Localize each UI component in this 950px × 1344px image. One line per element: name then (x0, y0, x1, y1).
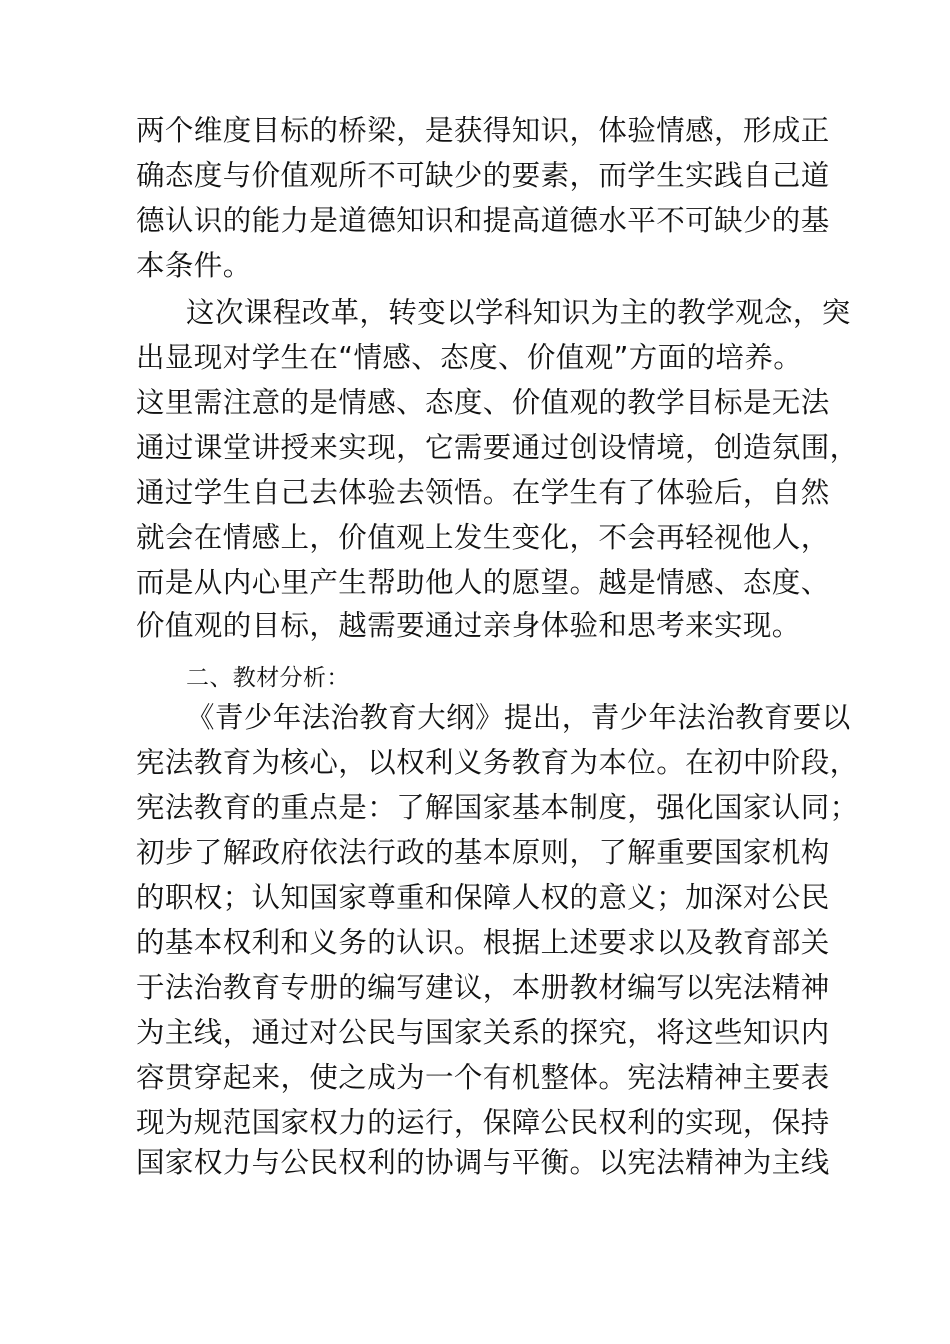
text-line: 价值观的目标，越需要通过亲身体验和思考来实现。 (136, 609, 801, 642)
text-line: 本条件。 (136, 249, 252, 282)
text-line: 容贯穿起来，使之成为一个有机整体。宪法精神主要表 (136, 1061, 830, 1094)
text-line: 德认识的能力是道德知识和提高道德水平不可缺少的基 (136, 204, 830, 237)
text-line: 的基本权利和义务的认识。根据上述要求以及教育部关 (136, 926, 830, 959)
paragraph-first-line: 这次课程改革，转变以学科知识为主的教学观念，突 (186, 296, 851, 329)
text-line: 而是从内心里产生帮助他人的愿望。越是情感、态度、 (136, 566, 830, 599)
text-line: 的职权；认知国家尊重和保障人权的意义；加深对公民 (136, 881, 830, 914)
text-line: 两个维度目标的桥梁，是获得知识，体验情感，形成正 (136, 114, 830, 147)
text-line: 就会在情感上，价值观上发生变化，不会再轻视他人， (136, 521, 830, 554)
text-line: 出显现对学生在“情感、态度、价值观”方面的培养。 (136, 341, 803, 374)
text-line: 通过课堂讲授来实现，它需要通过创设情境，创造氛围， (136, 431, 859, 464)
text-line: 这里需注意的是情感、态度、价值观的教学目标是无法 (136, 386, 830, 419)
section-heading: 二、教材分析： (186, 665, 350, 691)
text-line: 为主线，通过对公民与国家关系的探究，将这些知识内 (136, 1016, 830, 1049)
text-line: 初步了解政府依法行政的基本原则，了解重要国家机构 (136, 836, 830, 869)
text-line: 于法治教育专册的编写建议，本册教材编写以宪法精神 (136, 971, 830, 1004)
text-line: 宪法教育的重点是：了解国家基本制度，强化国家认同； (136, 791, 859, 824)
text-line: 确态度与价值观所不可缺少的要素，而学生实践自己道 (136, 159, 830, 192)
text-line: 现为规范国家权力的运行，保障公民权利的实现，保持 (136, 1106, 830, 1139)
paragraph-first-line: 《青少年法治教育大纲》提出，青少年法治教育要以 (186, 701, 851, 734)
text-line: 通过学生自己去体验去领悟。在学生有了体验后，自然 (136, 476, 830, 509)
text-line: 国家权力与公民权利的协调与平衡。以宪法精神为主线 (136, 1146, 830, 1179)
text-line: 宪法教育为核心，以权利义务教育为本位。在初中阶段， (136, 746, 859, 779)
